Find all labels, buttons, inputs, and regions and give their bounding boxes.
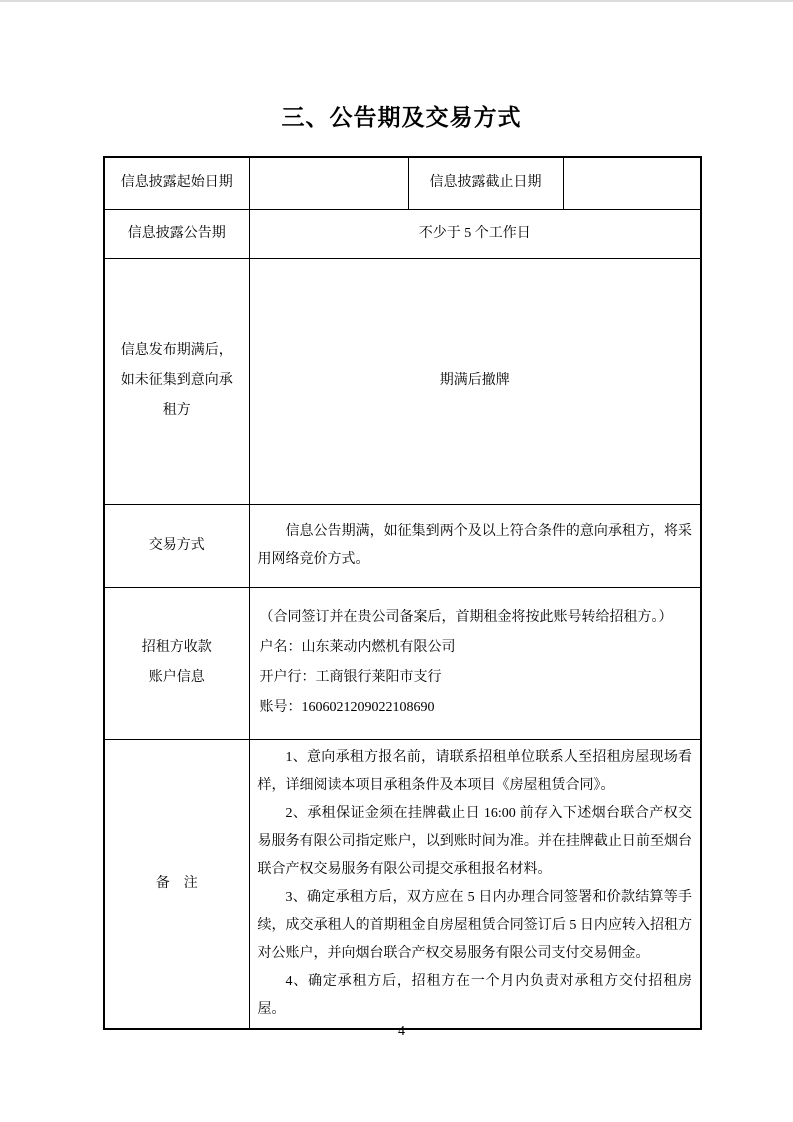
- account-number: 账号：1606021209022108690: [259, 700, 435, 715]
- expiry-action-label-line2: 如未征集到意向承: [120, 373, 233, 388]
- lessor-account-label-line2: 账户信息: [148, 670, 205, 685]
- table-row-remarks: [104, 739, 701, 1029]
- disclosure-start-date-label-cell: 信息披露起始日期: [104, 157, 249, 209]
- disclosure-end-date-label-cell: 信息披露截止日期: [408, 157, 563, 209]
- disclosure-start-date-value-cell: [249, 157, 408, 209]
- account-bank: 开户行：工商银行莱阳市支行: [259, 670, 442, 685]
- table-row-disclosure-dates: [104, 157, 701, 209]
- announcement-period-label-cell: 信息披露公告期: [104, 209, 249, 258]
- table-row-transaction-method: [104, 504, 701, 587]
- account-transfer-note: （合同签订并在贵公司备案后，首期租金将按此账号转给招租方。）: [259, 610, 673, 625]
- lessor-account-label-line1: 招租方收款: [141, 640, 212, 655]
- remarks-value-cell: [249, 739, 701, 1029]
- remark-item-1: 1、意向承租方报名前，请联系招租单位联系人至招租房屋现场看样，详细阅读本项目承租条件及本项目《房屋租赁合同》。: [257, 749, 692, 793]
- lessor-account-label-cell: [104, 587, 249, 739]
- expiry-action-label-line3: 租方: [162, 403, 191, 418]
- transaction-method-text: 信息公告期满，如征集到两个及以上符合条件的意向承租方，将采用网络竞价方式。: [257, 523, 692, 567]
- expiry-action-value-cell: 期满后撤牌: [249, 258, 701, 504]
- lessor-account-value-cell: [249, 587, 701, 739]
- page-top-edge: [0, 0, 793, 2]
- announcement-period-table: [103, 156, 702, 1030]
- remark-item-4: 4、确定承租方后，招租方在一个月内负责对承租方交付招租房屋。: [257, 973, 692, 1017]
- remark-item-3: 3、确定承租方后，双方应在 5 日内办理合同签署和价款结算等手续，成交承租人的首期租金自房屋租赁合同签订后 5 日内应转入招租方对公账户，并向烟台联合产权交易服务有限公司支付交易佣金。: [257, 889, 692, 961]
- page-number: 4: [398, 1024, 405, 1039]
- remarks-label-cell: 备 注: [104, 739, 249, 1029]
- transaction-method-value-cell: [249, 504, 701, 587]
- expiry-action-label-line1: 信息发布期满后，: [120, 343, 233, 358]
- expiry-action-label-cell: [104, 258, 249, 504]
- remark-item-2: 2、承租保证金须在挂牌截止日 16:00 前存入下述烟台联合产权交易服务有限公司指定账户，以到账时间为准。并在挂牌截止日前至烟台联合产权交易服务有限公司提交承租报名材料。: [257, 805, 692, 877]
- disclosure-end-date-value-cell: [563, 157, 701, 209]
- table-row-announcement-period: [104, 209, 701, 258]
- announcement-period-value-cell: 不少于 5 个工作日: [249, 209, 701, 258]
- account-holder-name: 户名：山东莱动内燃机有限公司: [259, 640, 456, 655]
- table-row-expiry-action: [104, 258, 701, 504]
- transaction-method-label-cell: 交易方式: [104, 504, 249, 587]
- table-row-lessor-account: [104, 587, 701, 739]
- page-title: 三、公告期及交易方式: [281, 105, 522, 130]
